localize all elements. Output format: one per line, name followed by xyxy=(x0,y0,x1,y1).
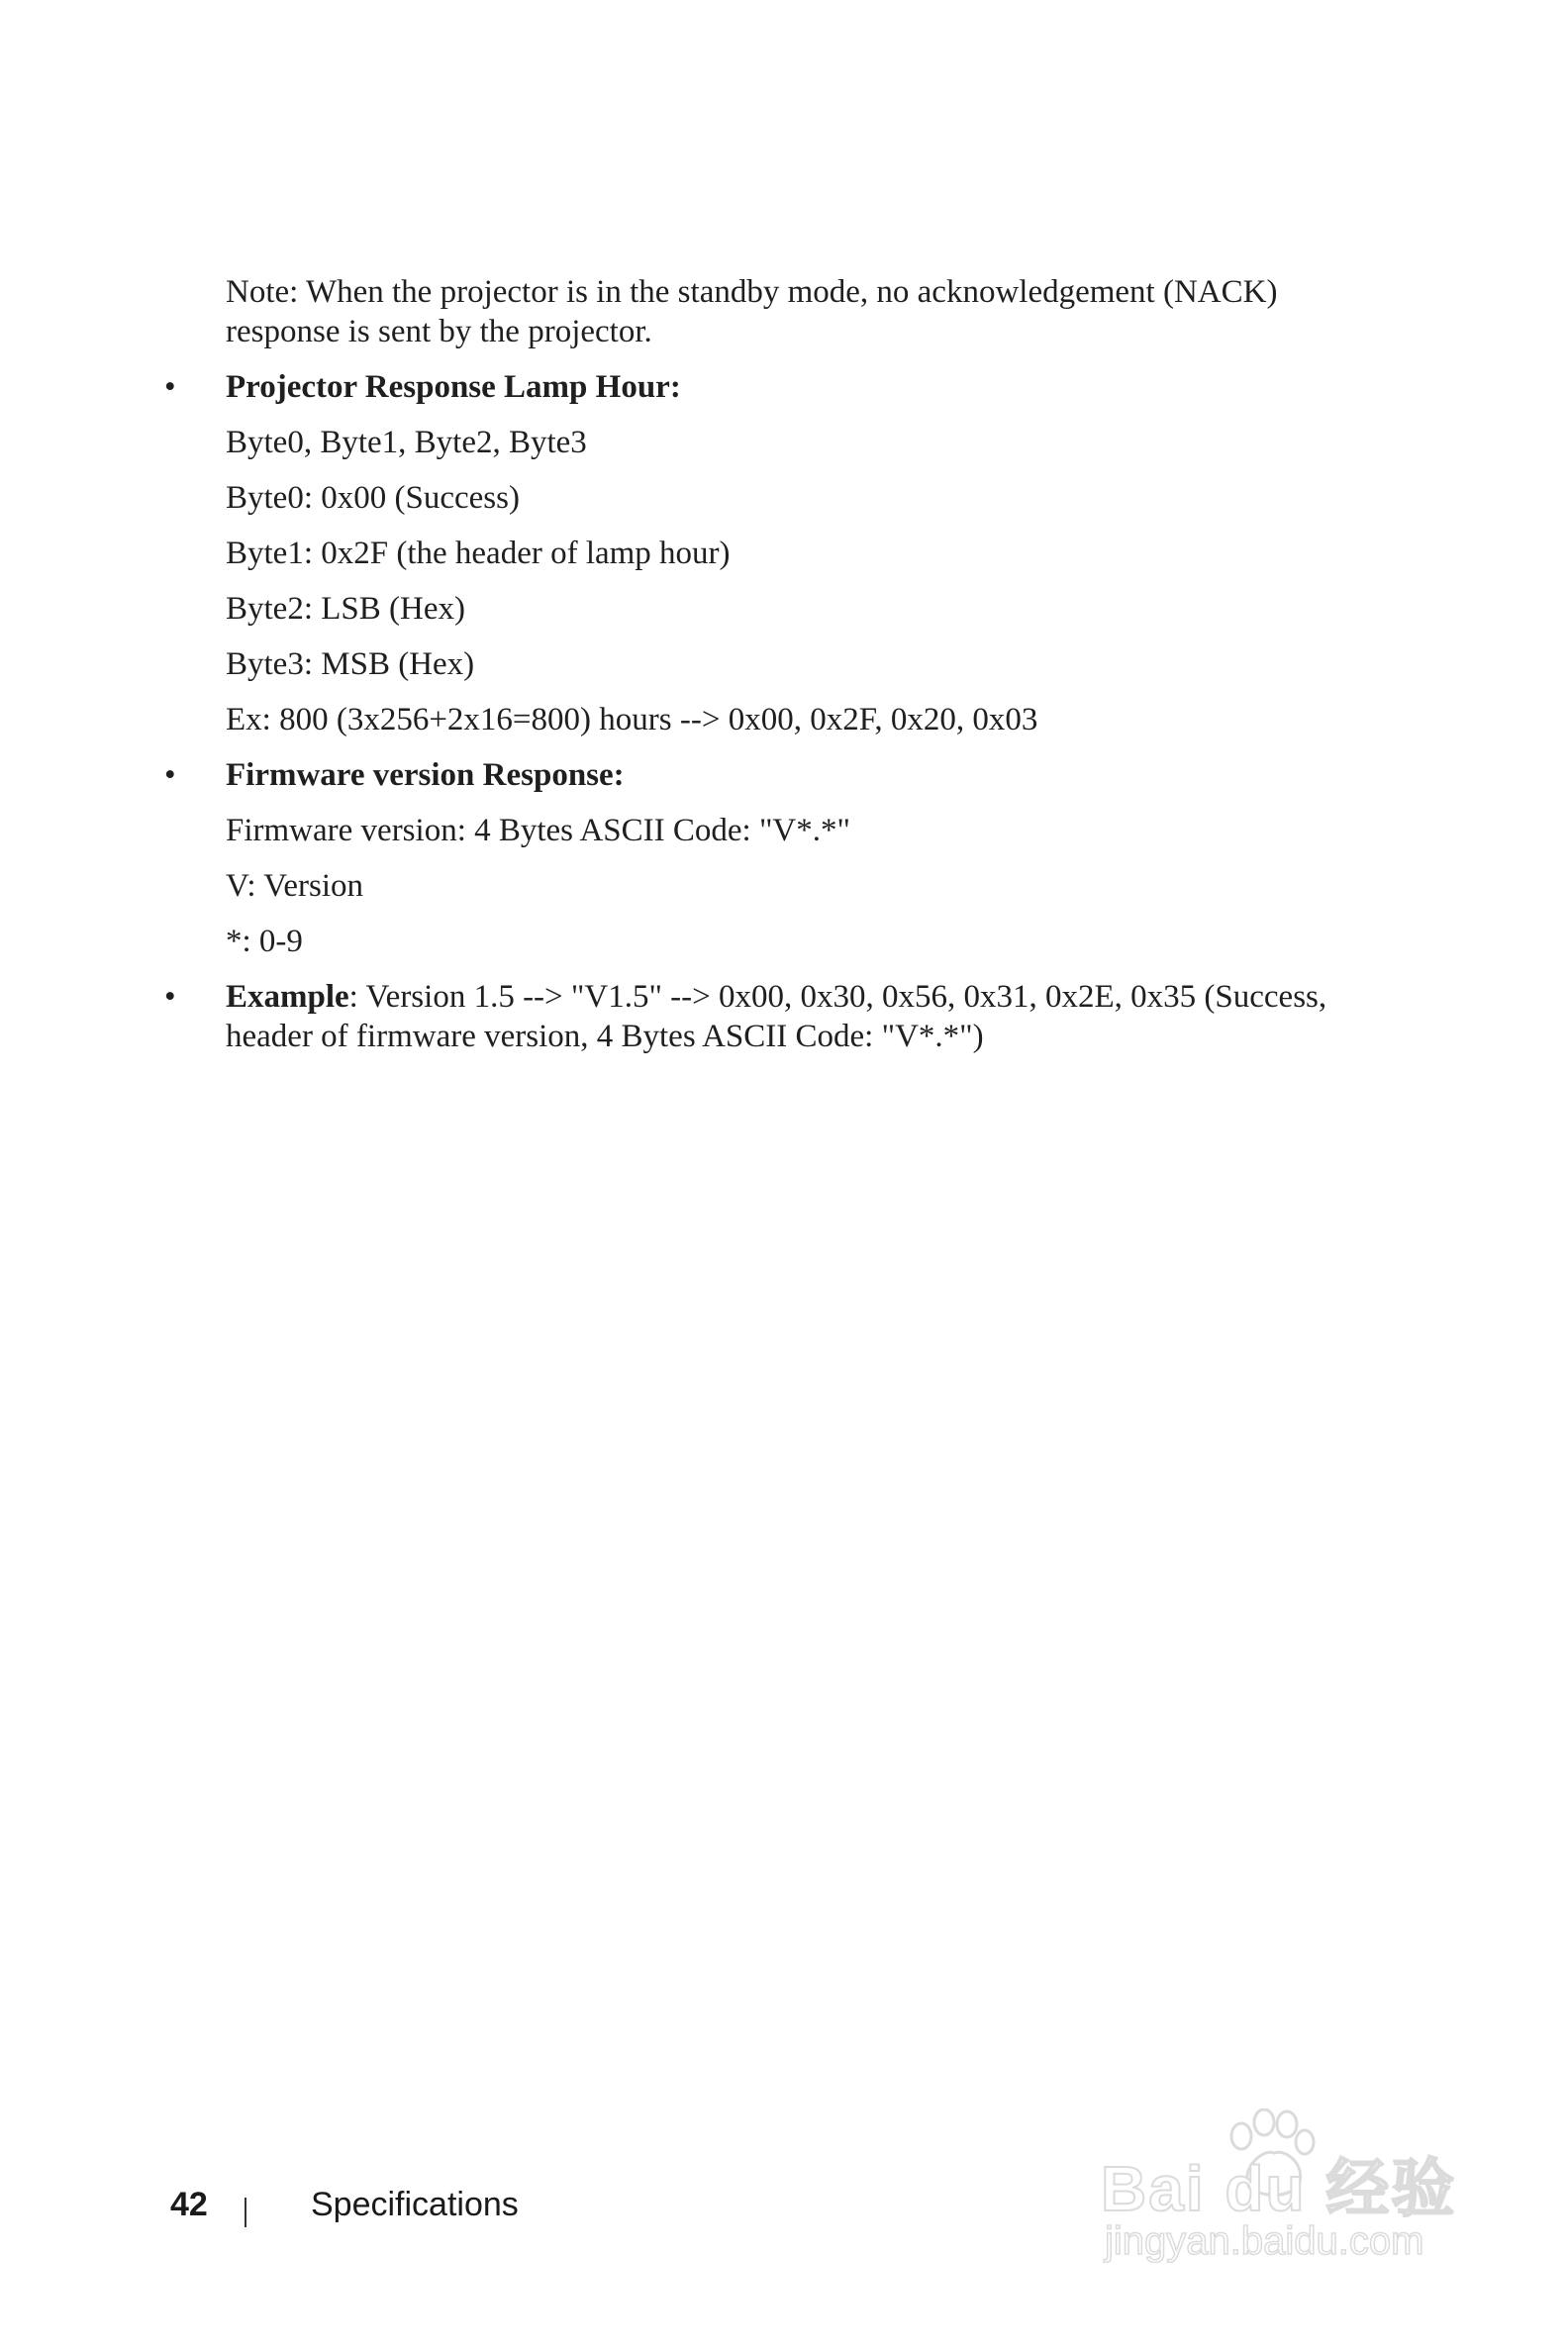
bullet-icon: • xyxy=(164,369,176,405)
lamp-hour-line: Byte2: LSB (Hex) xyxy=(226,591,465,627)
lamp-hour-example-line: Ex: 800 (3x256+2x16=800) hours --> 0x00, 0x2F, 0x20, 0x03 xyxy=(226,702,1038,737)
standby-note: Note: When the projector is in the standby mode, no acknowledgement (NACK) response is sent by the projector. xyxy=(226,274,1278,349)
firmware-line: *: 0-9 xyxy=(226,924,303,959)
firmware-line: V: Version xyxy=(226,868,364,904)
lamp-hour-line: Byte0, Byte1, Byte2, Byte3 xyxy=(226,425,587,460)
page-number: 42 xyxy=(170,2186,208,2223)
example-section xyxy=(164,977,1354,1056)
lamp-hour-section xyxy=(164,367,1354,739)
lamp-hour-line: Byte3: MSB (Hex) xyxy=(226,646,475,682)
lamp-hour-heading: Projector Response Lamp Hour: xyxy=(226,369,681,405)
bullet-icon: • xyxy=(164,979,176,1015)
watermark-main-text: Bai du 经验 xyxy=(1101,2153,1457,2224)
firmware-heading: Firmware version Response: xyxy=(226,757,625,793)
firmware-section xyxy=(164,755,1354,961)
watermark-url-text: jingyan.baidu.com xyxy=(1105,2219,1424,2263)
bullet-icon: • xyxy=(164,757,176,793)
baidu-watermark xyxy=(1101,2108,1467,2277)
example-paragraph xyxy=(226,977,1354,1056)
footer-section-name: Specifications xyxy=(311,2186,519,2223)
example-label: Example xyxy=(226,979,349,1015)
footer-separator xyxy=(245,2198,246,2227)
example-text: : Version 1.5 --> "V1.5" --> 0x00, 0x30, 0x56, 0x31, 0x2E, 0x35 (Success, header of firmware version, 4 Bytes ASCII Code: "V*.*") xyxy=(226,979,1327,1054)
lamp-hour-line: Byte1: 0x2F (the header of lamp hour) xyxy=(226,536,731,571)
lamp-hour-line: Byte0: 0x00 (Success) xyxy=(226,480,520,516)
firmware-line: Firmware version: 4 Bytes ASCII Code: "V*.*" xyxy=(226,813,850,848)
page-content xyxy=(164,272,1354,1056)
